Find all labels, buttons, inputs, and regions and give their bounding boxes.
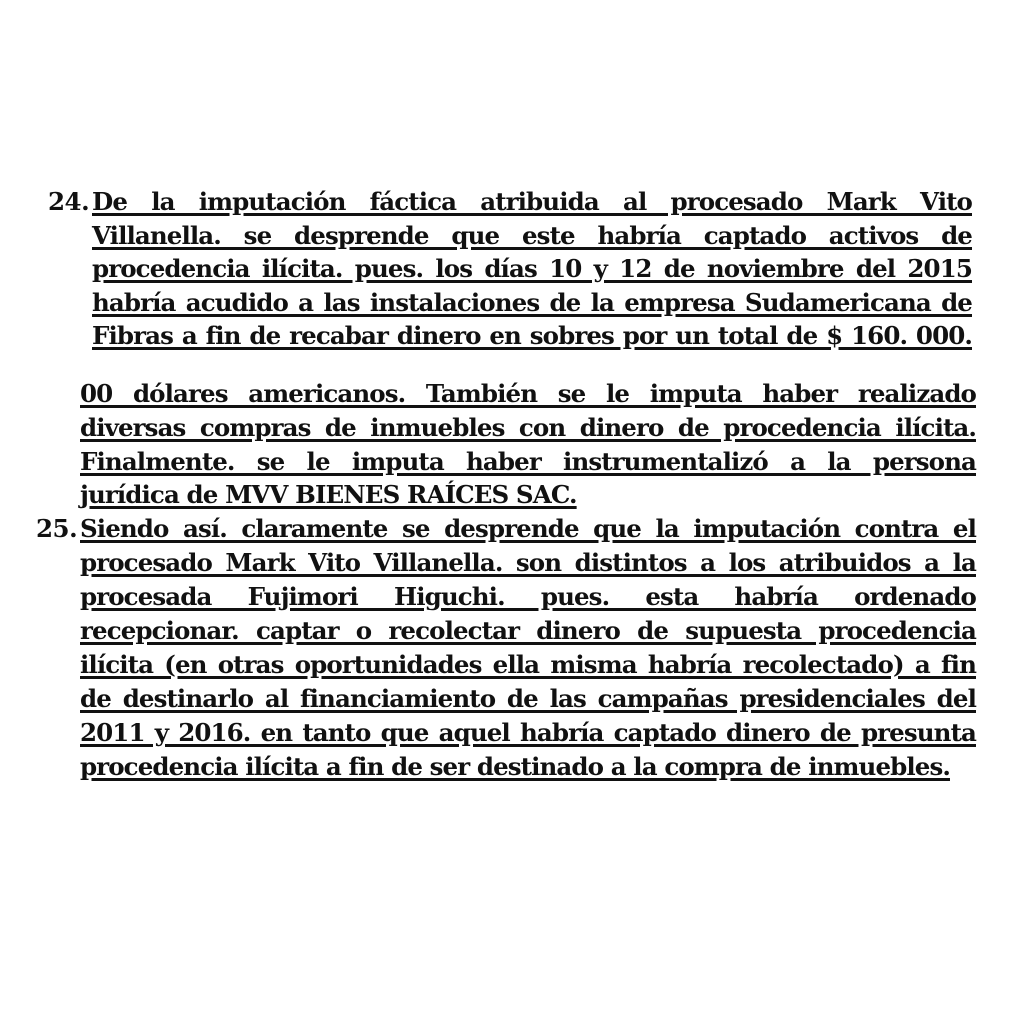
- paragraph-number-25: 25.: [36, 514, 78, 543]
- paragraph-24-line-4: habría acudido a las instalaciones de la empresa Sudamericana de: [92, 288, 972, 317]
- paragraph-25-line-3: procesada Fujimori Higuchi. pues. esta habría ordenado: [80, 582, 976, 611]
- paragraph-25-line-7: 2011 y 2016. en tanto que aquel habría captado dinero de presunta: [80, 718, 976, 747]
- paragraph-24-line-1: De la imputación fáctica atribuida al procesado Mark Vito: [92, 187, 972, 216]
- paragraph-24-line-3: procedencia ilícita. pues. los días 10 y 12 de noviembre del 2015: [92, 254, 972, 283]
- paragraph-24-cont-line-2: diversas compras de inmuebles con dinero de procedencia ilícita.: [80, 413, 976, 442]
- paragraph-25-line-4: recepcionar. captar o recolectar dinero de supuesta procedencia: [80, 616, 976, 645]
- paragraph-24-line-5: Fibras a fin de recabar dinero en sobres por un total de $ 160. 000.: [92, 321, 972, 350]
- paragraph-24-cont-line-1: 00 dólares americanos. También se le imputa haber realizado: [80, 379, 976, 408]
- paragraph-25-line-5: ilícita (en otras oportunidades ella misma habría recolectado) a fin: [80, 650, 976, 679]
- paragraph-24-line-2: Villanella. se desprende que este habría captado activos de: [92, 221, 972, 250]
- paragraph-25-line-1: Siendo así. claramente se desprende que la imputación contra el: [80, 514, 976, 543]
- paragraph-24-cont-line-4: jurídica de MVV BIENES RAÍCES SAC.: [80, 480, 577, 509]
- paragraph-25-line-6: de destinarlo al financiamiento de las campañas presidenciales del: [80, 684, 976, 713]
- paragraph-24-cont-line-3: Finalmente. se le imputa haber instrumentalizó a la persona: [80, 447, 976, 476]
- paragraph-25-line-8: procedencia ilícita a fin de ser destinado a la compra de inmuebles.: [80, 752, 950, 781]
- paragraph-25-line-2: procesado Mark Vito Villanella. son distintos a los atribuidos a la: [80, 548, 976, 577]
- paragraph-number-24: 24.: [48, 187, 90, 216]
